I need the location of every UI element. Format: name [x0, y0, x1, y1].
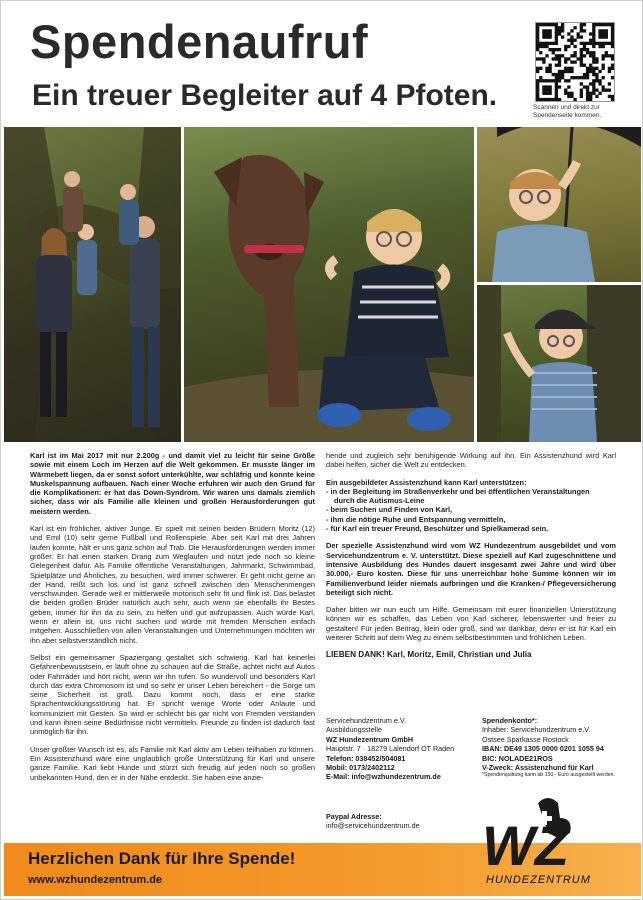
story-paragraph-3: Selbst ein gemeinsamer Spaziergang gestaltet sich schwierig. Karl hat keinerlei Gefahrenbewusstsein, er läuft ohne zu schauen auf die Straße, achtet nicht auf Autos oder Fahrräder und hört nicht, wenn wir ihn rufen. So wundervoll und besonders Karl durch das extra Chromosom ist und so sehr er unser Leben bereichert - die Sorge um seine Sicherheit ist groß. Dazu kommt noch, dass er eine starke Sprachentwicklungsstörung hat. Er spricht wenige Worte oder Anlaute und kommuniziert mit Gesten. So wird er schlecht bis gar nicht von Fremden verstanden und kann ihnen seine Bedürfnisse nicht vermitteln. Freunde zu finden ist dadurch fast unmöglich für ihn. [30, 652, 315, 737]
account-iban: IBAN: DE49 1305 0000 0201 1055 94 [482, 744, 604, 754]
account-owner: Inhaber: Servicehundzentrum e.V. [482, 725, 591, 735]
boy-with-umbrella-photo [477, 127, 641, 282]
account-footnote: *Spendenquittung kann ab 150,- Euro ausgestellt werden. [482, 772, 615, 779]
qr-code-icon[interactable] [535, 22, 615, 102]
list-item: - ihm die nötige Ruhe und Entspannung vermitteln, [326, 514, 506, 524]
email-link[interactable]: E-Mail: info@wzhundezentrum.de [326, 772, 441, 782]
boy-with-cap-photo [477, 285, 641, 442]
appeal-paragraph: Daher bitten wir nun euch um Hilfe. Gemeinsam mit eurer finanziellen Unterstützung können wir es schaffen, das Leben von Karl sicherer, lebenswerter und freier zu gestalten! Für jeden Beitrag, klein oder groß, sind wir dankbar, denn er ist für Karl ein weiterer Schritt auf dem Weg zu einem selbstbestimmten und fröhlichen Leben. [326, 605, 616, 643]
banner-title: Herzlichen Dank für Ihre Spende! [28, 849, 296, 868]
logo-name: HUNDEZENTRUM [486, 874, 591, 886]
logo-letters: WZ [482, 814, 570, 877]
family-photo [4, 127, 181, 442]
paypal-label: Paypal Adresse: [326, 812, 382, 821]
page-subtitle: Ein treuer Begleiter auf 4 Pfoten. [32, 79, 498, 112]
mobile-text[interactable]: Mobil: 0173/2402112 [326, 763, 395, 773]
signature-line: LIEBEN DANK! Karl, Moritz, Emil, Christian und Julia [326, 650, 532, 660]
account-purpose: V-Zweck: Assistenzhund für Karl [482, 763, 594, 773]
contact-line: Ausbildungsstelle [326, 725, 382, 735]
support-list [326, 487, 616, 533]
list-item: - beim Suchen und Finden von Karl, [326, 505, 453, 515]
qr-caption: Scannen und direkt zur Spendenseite kommen. [533, 104, 602, 119]
account-bank: Ostsee Sparkasse Rostock [482, 734, 569, 744]
donation-account-block [482, 716, 632, 779]
account-heading: Spendenkonto*: [482, 716, 538, 725]
story-paragraph-2: Karl ist ein fröhlicher, aktiver Junge. Er spielt mit seinen beiden Brüdern Moritz (12) und Emil (10) sehr gerne Fußball und Rollenspiele. Aber seit Karl mit drei Jahren laufen konnte, hält er uns ganz schön auf Trab. Die Herausforderungen werden immer größer. Er hat einen starken Drang zum Weglaufen und nutzt jede noch so kleine Gelegenheit dafür. Als Familie öffentliche Veranstaltungen, Jahrmarkt, Schwimmbad, Spielplätze und Ähnliches, zu besuchen, wird immer schwerer. Er geht nicht gerne an der Hand, reißt sich los und ist ganz schnell zwischen den Menschenmengen verschwunden. Gerade weil er mittlerweile motorisch sehr fit und flink ist. Das belastet die beiden großen Brüder natürlich auch sehr, auch wenn sie ebenfalls ihr Bestes geben, immer für ihn da zu sein, zu helfen und gut aufzupassen. Auch würde Karl, wenn er allein ist, uns nicht suchen und würde mit fremden Menschen einfach mitgehen. Ausschließen von allen Veranstaltungen und Unternehmungen möchten wir ihn aber selbstverständlich nicht. [30, 524, 315, 645]
contact-line: Servicehundzentrum e.V. [326, 716, 407, 725]
phone-text[interactable]: Telefon: 038452/504081 [326, 753, 406, 763]
training-paragraph: Der spezielle Assistenzhund wird vom WZ Hundezentrum ausgebildet und vom Servicehundzentrum e. V. unterstützt. Diese speziell auf Karl zugeschnittene und intensive Ausbildung des Hundes dauert insgesamt zwei Jahre und wird über 30.000,- Euro kosten. Diese für uns unerreichbar hohe Summe können wir im Familienverbund leider niemals aufbringen und die Kranken-/ Pflegeversicherung beteiligt sich nicht. [326, 541, 616, 597]
story-column-right [326, 451, 616, 660]
page-title: Spendenaufruf [30, 15, 369, 68]
contact-line: WZ Hundezentrum GmbH [326, 734, 414, 744]
story-paragraph-4: Unser größter Wunsch ist es, als Familie mit Karl aktiv am Leben teilhaben zu können. Ein Assistenzhund wäre eine unglaublich große Unterstützung für Karl und unsere ganze Familie. Karl liebt Hunde und stürzt sich freudig auf jeden noch so großen unbekannten Hund, den er in der Nähe entdeckt. Sie haben eine anzie- [30, 744, 315, 782]
story-paragraph-5: hende und zugleich sehr beruhigende Wirkung auf ihn. Ein Assistenzhund wird Karl dabei helfen, sicher die Welt zu entdecken. [326, 451, 616, 470]
dog-and-boy-photo [184, 127, 474, 442]
list-item: - für Karl ein treuer Freund, Beschützer und Spielkamerad sein. [326, 524, 549, 534]
support-heading: Ein ausgebildeter Assistenzhund kann Karl unterstützen: [326, 477, 527, 487]
story-paragraph-1: Karl ist im Mai 2017 mit nur 2.200g - und damit viel zu leicht für seine Größe sowie mit einem Loch im Herzen auf die Welt gekommen. Er musste länger im Wärmebett liegen, da er sonst sofort unterkühlte, war schläfrig und konnte keine Muskelspannung aufbauen. Nach einer Woche erfuhren wir auch den Grund für die Komplikationen: er hat das Down-Syndrom. Wir waren uns damals ziemlich sicher, dass wir als Familie alle kleinen und großen Herausforderungen gut meistern werden. [30, 451, 315, 516]
account-bic: BIC: NOLADE21ROS [482, 753, 553, 763]
paypal-address-link[interactable]: info@servicehundzentrum.de [326, 821, 420, 831]
paypal-block [326, 812, 476, 831]
contact-block [326, 716, 476, 782]
website-link[interactable]: www.wzhundezentrum.de [28, 874, 163, 886]
contact-line: Hauptstr. 7 · 18279 Lalendorf OT Raden [326, 744, 455, 754]
list-item: - in der Begleitung im Straßenverkehr und bei öffentlichen Veranstaltungen [326, 486, 590, 496]
story-column-left [30, 451, 315, 790]
list-item: durch die Autismus-Leine [334, 496, 425, 506]
